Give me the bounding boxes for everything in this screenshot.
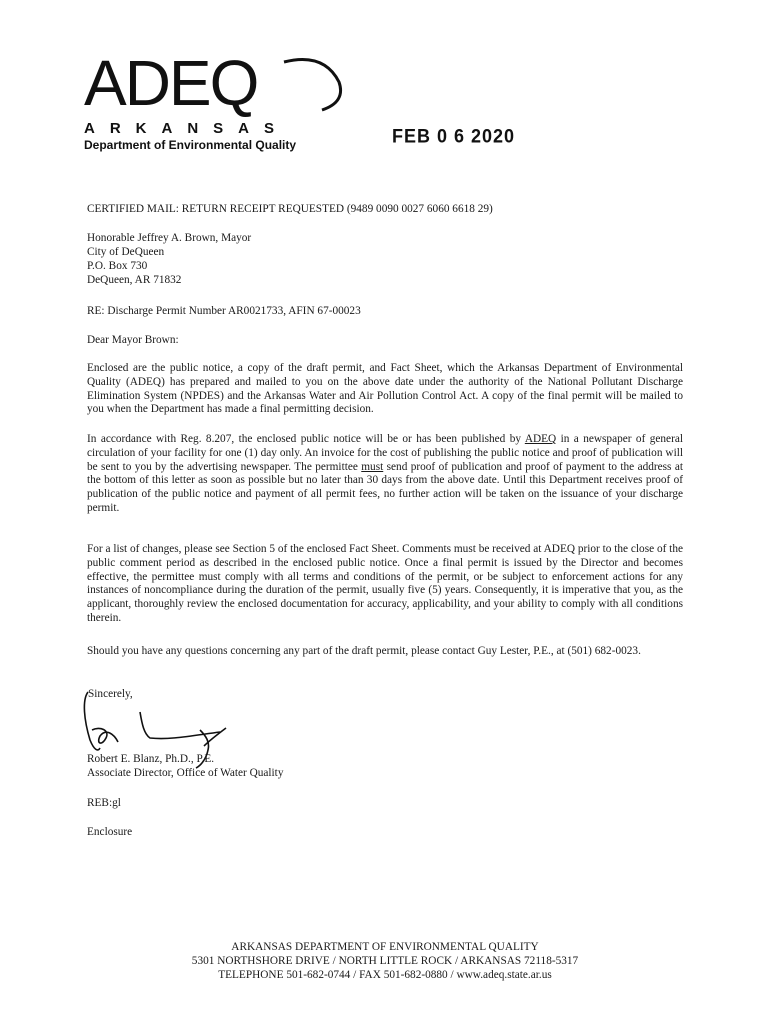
salutation: Dear Mayor Brown:	[87, 334, 179, 346]
paragraph-2	[87, 433, 683, 516]
recipient-line: DeQueen, AR 71832	[87, 274, 182, 286]
paragraph-4: Should you have any questions concerning any part of the draft permit, please contact Guy Lester, P.E., at (501) 682-0023.	[87, 645, 641, 657]
paragraph-3: For a list of changes, please see Section 5 of the enclosed Fact Sheet. Comments must be received at ADEQ prior to the close of the public comment period as described in the enclosed public notice. Once a final permit is issued by the Director and becomes effective, the permittee must comply with all terms and conditions of the permit, or be subject to enforcement actions for any instances of noncompliance during the duration of the permit, usually five (5) years. Consequently, it is imperative that you, as the applicant, thoroughly review the enclosed documentation for accuracy, applicability, and your ability to comply with all conditions therein.	[87, 543, 683, 624]
paragraph-2-part: send proof of publication and proof of payment to the address at the bottom of this letter as soon as possible but no later than 30 days from the above date. Until this Department receives proof of publication of the public notice and payment of all permit fees, no further action will be taken on the issuance of your discharge permit.	[87, 460, 683, 514]
recipient-line: City of DeQueen	[87, 246, 165, 258]
recipient-line: P.O. Box 730	[87, 260, 148, 272]
initials: REB:gl	[87, 797, 121, 809]
adeq-underlined: ADEQ	[524, 433, 557, 445]
footer-line: ARKANSAS DEPARTMENT OF ENVIRONMENTAL QUALITY	[231, 941, 539, 953]
logo-department: Department of Environmental Quality	[84, 138, 297, 152]
logo-swoosh-graphic	[84, 47, 344, 119]
adeq-logo	[84, 47, 344, 152]
closing: Sincerely,	[88, 688, 133, 700]
date-stamp: FEB 0 6 2020	[392, 124, 516, 147]
recipient-line: Honorable Jeffrey A. Brown, Mayor	[87, 232, 252, 244]
paragraph-2-part: in a newspaper of general circulation of your facility for one (1) day only. An invoice for the cost of publishing the public notice and proof of publication will be sent to you by the advertising newspaper. The permittee	[87, 433, 683, 473]
re-line: RE: Discharge Permit Number AR0021733, AFIN 67-00023	[87, 305, 361, 317]
paragraph-2-part: In accordance with Reg. 8.207, the enclosed public notice will be or has been published by	[87, 433, 525, 445]
footer-address	[0, 940, 770, 982]
certified-mail-line: CERTIFIED MAIL: RETURN RECEIPT REQUESTED (9489 0090 0027 6060 6618 29)	[87, 203, 493, 215]
logo-state: ARKANSAS	[84, 120, 290, 137]
must-underlined: must	[361, 460, 384, 473]
signer-name: Robert E. Blanz, Ph.D., P.E.	[87, 753, 215, 765]
logo-wordmark: ADEQ	[84, 47, 258, 119]
enclosure-note: Enclosure	[87, 826, 133, 838]
footer-line: 5301 NORTHSHORE DRIVE / NORTH LITTLE ROCK / ARKANSAS 72118-5317	[191, 955, 579, 967]
footer-line: TELEPHONE 501-682-0744 / FAX 501-682-0880 / www.adeq.state.ar.us	[218, 969, 552, 981]
recipient-address	[87, 231, 251, 287]
signer-title: Associate Director, Office of Water Quality	[87, 767, 284, 779]
paragraph-1: Enclosed are the public notice, a copy of the draft permit, and Fact Sheet, which the Arkansas Department of Environmental Quality (ADEQ) has prepared and mailed to you on the above date under the authority of the National Pollutant Discharge Elimination System (NPDES) and the Arkansas Water and Air Pollution Control Act. A copy of the final permit will be mailed to you when the Department has made a final permitting decision.	[87, 362, 683, 416]
